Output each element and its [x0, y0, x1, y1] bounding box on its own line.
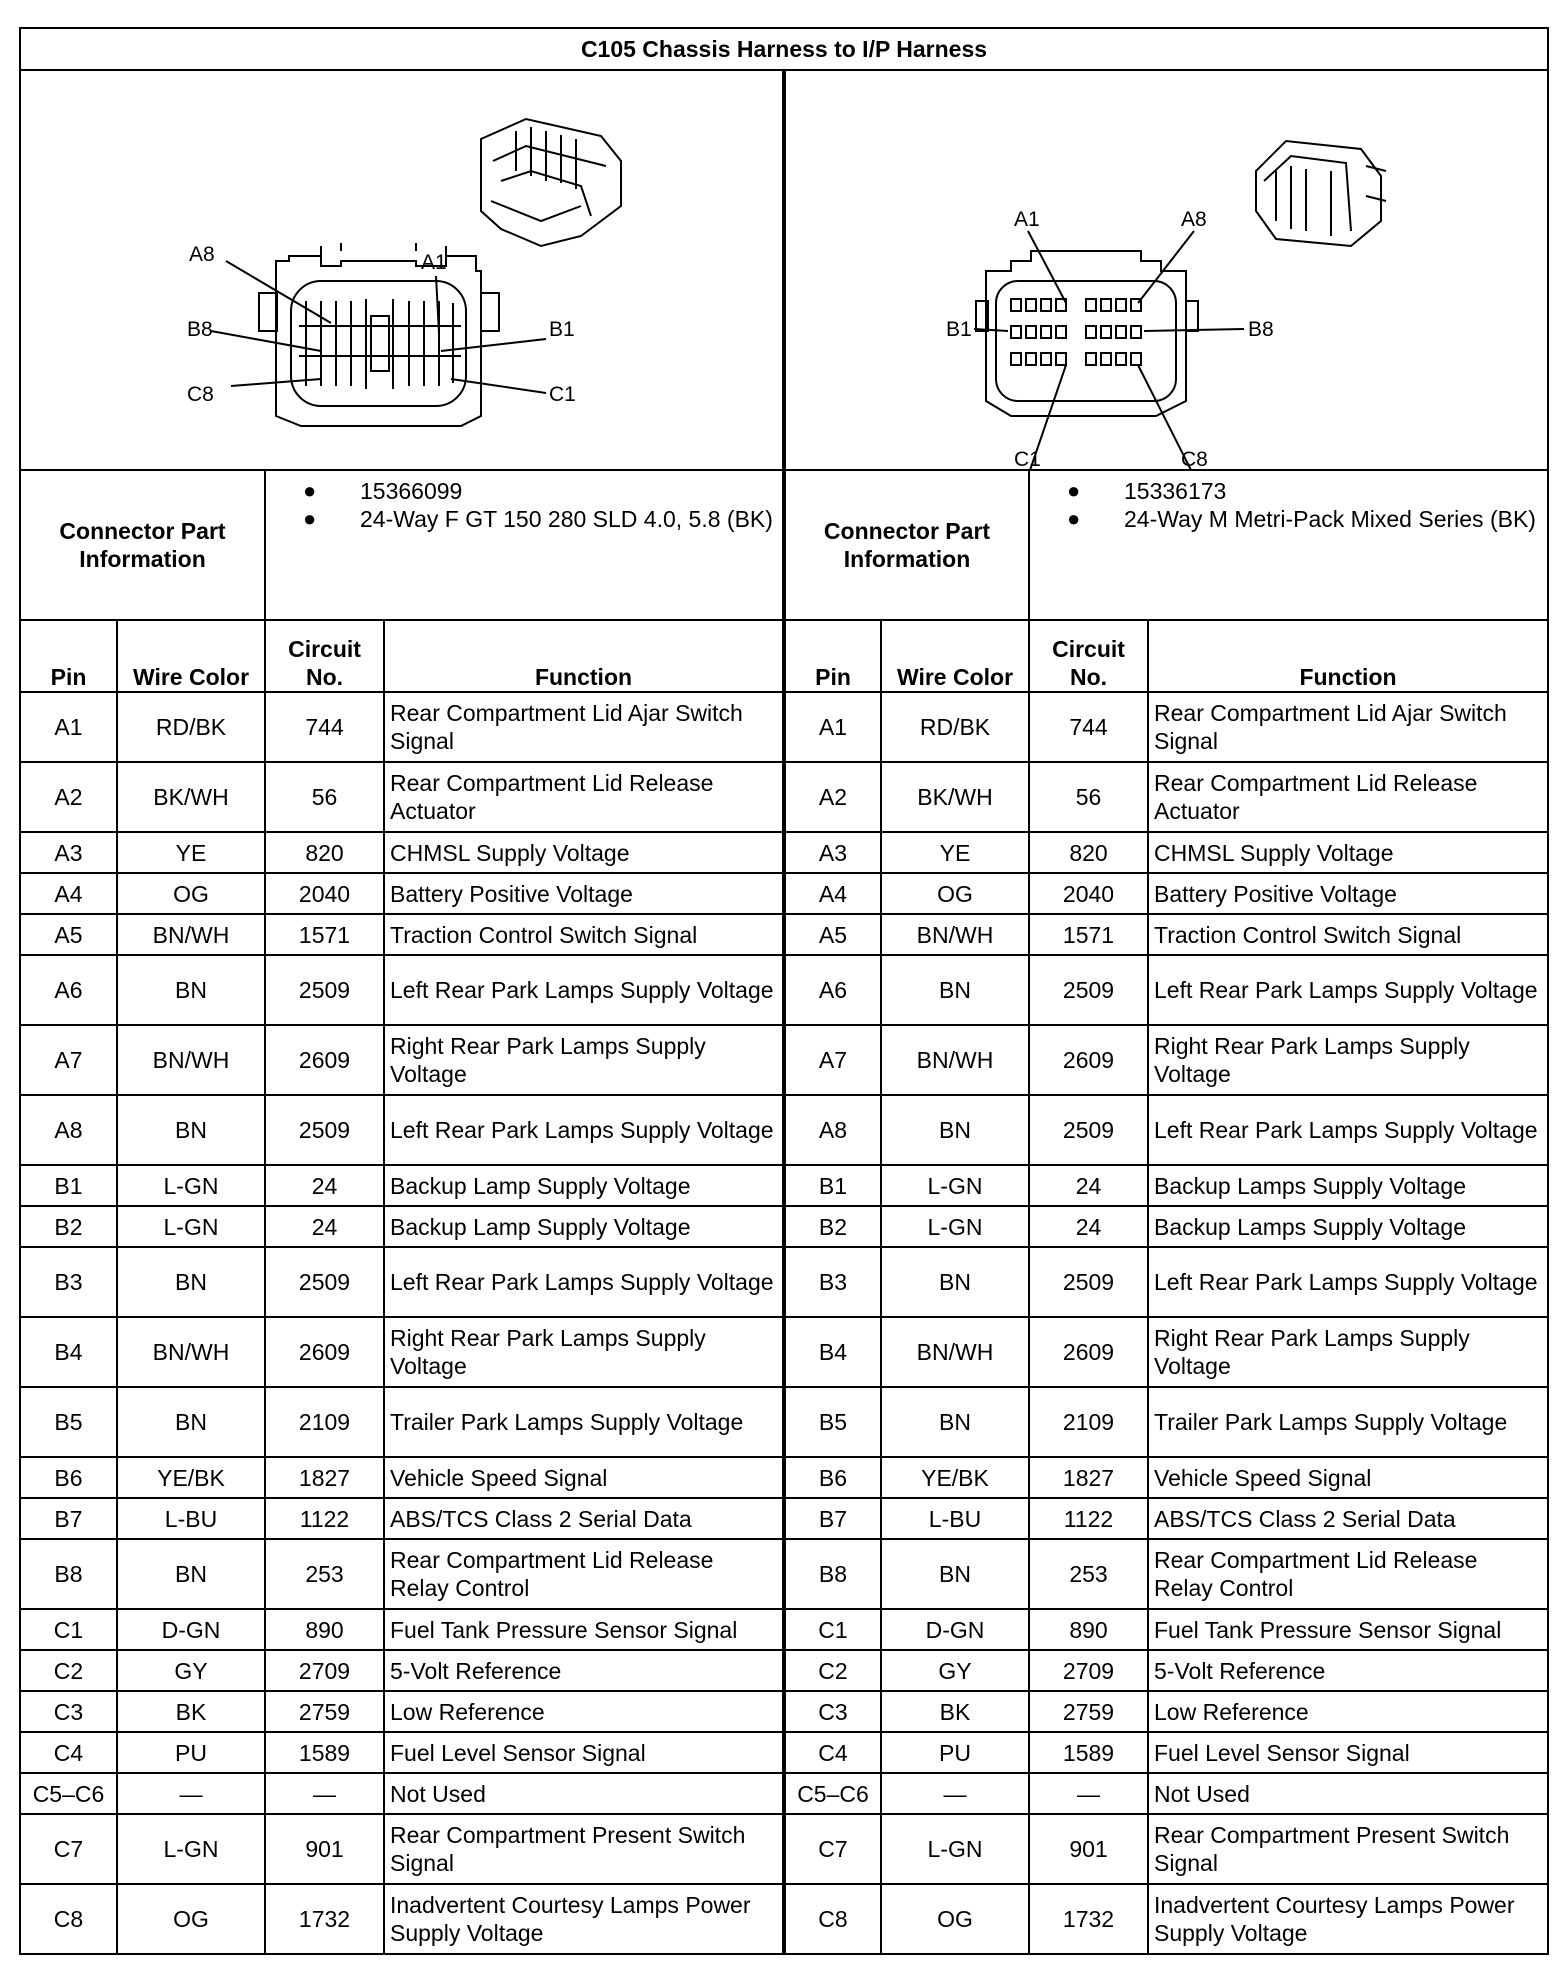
female-label-b1: B1	[549, 318, 575, 341]
wire-color-cell: BK	[881, 1691, 1029, 1732]
pin-cell: A3	[784, 832, 881, 873]
pin-cell: A8	[20, 1095, 117, 1165]
wire-color-cell: YE	[117, 832, 265, 873]
circuit-cell: 890	[265, 1609, 384, 1650]
table-row	[20, 1095, 1548, 1165]
wire-color-cell: PU	[881, 1732, 1029, 1773]
circuit-cell: 2109	[1029, 1387, 1148, 1457]
function-cell: Rear Compartment Present Switch Signal	[1148, 1814, 1548, 1884]
circuit-cell: 901	[265, 1814, 384, 1884]
pin-cell: B1	[20, 1165, 117, 1206]
circuit-cell: 2709	[265, 1650, 384, 1691]
header-wire-color-right: Wire Color	[881, 620, 1029, 692]
wire-color-cell: BN	[881, 1095, 1029, 1165]
circuit-cell: 24	[265, 1165, 384, 1206]
function-cell: Backup Lamps Supply Voltage	[1148, 1165, 1548, 1206]
circuit-cell: 2509	[1029, 955, 1148, 1025]
pin-cell: A6	[20, 955, 117, 1025]
page-title: C105 Chassis Harness to I/P Harness	[20, 28, 1548, 70]
bullet-icon: ●	[303, 478, 317, 503]
wire-color-cell: BN/WH	[117, 914, 265, 955]
male-connector-face-icon	[976, 251, 1198, 416]
pin-cell: A1	[20, 692, 117, 762]
pin-cell: B8	[20, 1539, 117, 1609]
wire-color-cell: GY	[881, 1650, 1029, 1691]
male-label-a1: A1	[1014, 208, 1040, 231]
circuit-cell: 1589	[265, 1732, 384, 1773]
circuit-cell: 253	[265, 1539, 384, 1609]
function-cell: CHMSL Supply Voltage	[1148, 832, 1548, 873]
wire-color-cell: BN	[117, 1095, 265, 1165]
wire-color-cell: L-BU	[117, 1498, 265, 1539]
header-wire-color-left: Wire Color	[117, 620, 265, 692]
wire-color-cell: L-GN	[117, 1814, 265, 1884]
circuit-cell: 56	[1029, 762, 1148, 832]
female-connector-diagram	[21, 71, 783, 469]
function-cell: Left Rear Park Lamps Supply Voltage	[1148, 1247, 1548, 1317]
circuit-cell: 2040	[265, 873, 384, 914]
circuit-cell: 1827	[265, 1457, 384, 1498]
function-cell: Vehicle Speed Signal	[1148, 1457, 1548, 1498]
circuit-cell: 820	[1029, 832, 1148, 873]
pin-cell: C7	[784, 1814, 881, 1884]
pin-cell: A6	[784, 955, 881, 1025]
circuit-cell: 1732	[265, 1884, 384, 1954]
function-cell: Rear Compartment Lid Release Relay Control	[384, 1539, 784, 1609]
function-cell: Rear Compartment Present Switch Signal	[384, 1814, 784, 1884]
function-cell: Left Rear Park Lamps Supply Voltage	[384, 1247, 784, 1317]
circuit-cell: 2609	[265, 1317, 384, 1387]
pin-cell: B1	[784, 1165, 881, 1206]
table-row	[20, 1206, 1548, 1247]
pin-cell: A7	[784, 1025, 881, 1095]
circuit-cell: 1122	[1029, 1498, 1148, 1539]
pin-cell: C7	[20, 1814, 117, 1884]
wire-color-cell: BN/WH	[881, 914, 1029, 955]
function-cell: Low Reference	[384, 1691, 784, 1732]
pin-cell: C3	[784, 1691, 881, 1732]
pin-cell: B8	[784, 1539, 881, 1609]
circuit-cell: 744	[1029, 692, 1148, 762]
wire-color-cell: BN/WH	[881, 1317, 1029, 1387]
wire-color-cell: BK	[117, 1691, 265, 1732]
table-row	[20, 1884, 1548, 1954]
pin-cell: C1	[20, 1609, 117, 1650]
circuit-cell: 2609	[265, 1025, 384, 1095]
table-row	[20, 955, 1548, 1025]
pin-cell: A2	[20, 762, 117, 832]
table-row	[20, 762, 1548, 832]
wire-color-cell: PU	[117, 1732, 265, 1773]
pin-cell: A4	[20, 873, 117, 914]
pin-cell: C8	[20, 1884, 117, 1954]
function-cell: Battery Positive Voltage	[1148, 873, 1548, 914]
pin-cell: A8	[784, 1095, 881, 1165]
bullet-icon: ●	[1067, 506, 1081, 531]
header-circuit-right: Circuit No.	[1029, 620, 1148, 692]
table-row	[20, 1498, 1548, 1539]
circuit-cell: 901	[1029, 1814, 1148, 1884]
pin-cell: B6	[20, 1457, 117, 1498]
female-label-c1: C1	[549, 383, 576, 406]
circuit-cell: 2509	[1029, 1095, 1148, 1165]
circuit-cell: 24	[265, 1206, 384, 1247]
table-row	[20, 1609, 1548, 1650]
wire-color-cell: OG	[881, 873, 1029, 914]
wire-color-cell: BN	[117, 1387, 265, 1457]
pin-cell: C5–C6	[20, 1773, 117, 1814]
bullet-icon: ●	[1067, 478, 1081, 503]
circuit-cell: 1827	[1029, 1457, 1148, 1498]
part-info-item: ● 24-Way M Metri-Pack Mixed Series (BK)	[1067, 506, 1536, 532]
wire-color-cell: L-GN	[117, 1206, 265, 1247]
wire-color-cell: BN	[117, 1247, 265, 1317]
function-cell: Fuel Level Sensor Signal	[384, 1732, 784, 1773]
circuit-cell: 56	[265, 762, 384, 832]
connector-part-info-left	[265, 470, 784, 620]
function-cell: Trailer Park Lamps Supply Voltage	[1148, 1387, 1548, 1457]
wire-color-cell: BN	[881, 955, 1029, 1025]
connector-sheet	[19, 27, 1547, 1970]
function-cell: Rear Compartment Lid Ajar Switch Signal	[1148, 692, 1548, 762]
wire-color-cell: BK/WH	[881, 762, 1029, 832]
female-label-a1: A1	[421, 251, 447, 274]
function-cell: Rear Compartment Lid Release Actuator	[1148, 762, 1548, 832]
wire-color-cell: L-GN	[117, 1165, 265, 1206]
function-cell: Fuel Level Sensor Signal	[1148, 1732, 1548, 1773]
part-info-item: ● 15336173	[1067, 478, 1227, 504]
circuit-cell: 24	[1029, 1206, 1148, 1247]
part-info-item: ● 15366099	[303, 478, 463, 504]
table-row	[20, 1650, 1548, 1691]
wire-color-cell: OG	[881, 1884, 1029, 1954]
table-row	[20, 1691, 1548, 1732]
table-row	[20, 832, 1548, 873]
wire-color-cell: RD/BK	[117, 692, 265, 762]
table-row	[20, 1025, 1548, 1095]
wire-color-cell: OG	[117, 873, 265, 914]
function-cell: Backup Lamp Supply Voltage	[384, 1206, 784, 1247]
circuit-cell: 2509	[1029, 1247, 1148, 1317]
circuit-cell: 2509	[265, 955, 384, 1025]
female-label-c8: C8	[187, 383, 214, 406]
function-cell: Inadvertent Courtesy Lamps Power Supply Voltage	[384, 1884, 784, 1954]
circuit-cell: 744	[265, 692, 384, 762]
wire-color-cell: BN	[881, 1387, 1029, 1457]
wire-color-cell: —	[881, 1773, 1029, 1814]
function-cell: Right Rear Park Lamps Supply Voltage	[1148, 1317, 1548, 1387]
wire-color-cell: BN/WH	[117, 1317, 265, 1387]
table-row	[20, 1387, 1548, 1457]
table-row	[20, 1814, 1548, 1884]
function-cell: Battery Positive Voltage	[384, 873, 784, 914]
header-function-left: Function	[384, 620, 784, 692]
wire-color-cell: D-GN	[117, 1609, 265, 1650]
female-connector-diagram-cell	[20, 70, 784, 470]
pin-cell: A7	[20, 1025, 117, 1095]
function-cell: 5-Volt Reference	[384, 1650, 784, 1691]
male-connector-iso-icon	[1256, 141, 1386, 246]
function-cell: 5-Volt Reference	[1148, 1650, 1548, 1691]
table-row	[20, 914, 1548, 955]
function-cell: Right Rear Park Lamps Supply Voltage	[384, 1025, 784, 1095]
female-connector-face-icon	[259, 243, 499, 426]
male-label-c1: C1	[1014, 448, 1041, 469]
function-cell: CHMSL Supply Voltage	[384, 832, 784, 873]
function-cell: Not Used	[384, 1773, 784, 1814]
circuit-cell: 820	[265, 832, 384, 873]
pin-cell: B5	[20, 1387, 117, 1457]
circuit-cell: 24	[1029, 1165, 1148, 1206]
wire-color-cell: D-GN	[881, 1609, 1029, 1650]
table-row	[20, 1317, 1548, 1387]
function-cell: Inadvertent Courtesy Lamps Power Supply Voltage	[1148, 1884, 1548, 1954]
function-cell: ABS/TCS Class 2 Serial Data	[1148, 1498, 1548, 1539]
pin-cell: C2	[20, 1650, 117, 1691]
function-cell: Traction Control Switch Signal	[384, 914, 784, 955]
circuit-cell: 1122	[265, 1498, 384, 1539]
pin-cell: A2	[784, 762, 881, 832]
male-label-b1: B1	[946, 318, 972, 341]
table-row	[20, 1247, 1548, 1317]
circuit-cell: 2759	[1029, 1691, 1148, 1732]
circuit-cell: 2509	[265, 1095, 384, 1165]
wire-color-cell: BN	[117, 955, 265, 1025]
circuit-cell: —	[1029, 1773, 1148, 1814]
pin-cell: A1	[784, 692, 881, 762]
pin-cell: B3	[784, 1247, 881, 1317]
wire-color-cell: BN/WH	[117, 1025, 265, 1095]
wire-color-cell: RD/BK	[881, 692, 1029, 762]
circuit-cell: 1571	[1029, 914, 1148, 955]
circuit-cell: 2609	[1029, 1317, 1148, 1387]
function-cell: Low Reference	[1148, 1691, 1548, 1732]
pin-cell: C4	[20, 1732, 117, 1773]
pin-cell: C2	[784, 1650, 881, 1691]
pin-cell: A4	[784, 873, 881, 914]
male-connector-diagram	[786, 71, 1548, 469]
function-cell: Fuel Tank Pressure Sensor Signal	[384, 1609, 784, 1650]
function-cell: Fuel Tank Pressure Sensor Signal	[1148, 1609, 1548, 1650]
table-row	[20, 692, 1548, 762]
pin-cell: B7	[20, 1498, 117, 1539]
pin-cell: B2	[784, 1206, 881, 1247]
pin-cell: B5	[784, 1387, 881, 1457]
function-cell: Trailer Park Lamps Supply Voltage	[384, 1387, 784, 1457]
wire-color-cell: —	[117, 1773, 265, 1814]
male-label-b8: B8	[1248, 318, 1274, 341]
wire-color-cell: L-GN	[881, 1814, 1029, 1884]
pin-cell: C8	[784, 1884, 881, 1954]
wire-color-cell: OG	[117, 1884, 265, 1954]
pin-rows	[20, 692, 1548, 1954]
pin-cell: A5	[20, 914, 117, 955]
function-cell: Rear Compartment Lid Ajar Switch Signal	[384, 692, 784, 762]
pin-cell: B3	[20, 1247, 117, 1317]
female-connector-iso-icon	[481, 119, 621, 246]
connector-part-info-label-right: Connector Part Information	[784, 470, 1029, 620]
header-pin-right: Pin	[784, 620, 881, 692]
wire-color-cell: BN	[117, 1539, 265, 1609]
function-cell: Vehicle Speed Signal	[384, 1457, 784, 1498]
circuit-cell: 1589	[1029, 1732, 1148, 1773]
wire-color-cell: BN	[881, 1539, 1029, 1609]
pin-cell: C1	[784, 1609, 881, 1650]
function-cell: Backup Lamps Supply Voltage	[1148, 1206, 1548, 1247]
circuit-cell: 890	[1029, 1609, 1148, 1650]
circuit-cell: 253	[1029, 1539, 1148, 1609]
circuit-cell: 1571	[265, 914, 384, 955]
function-cell: Left Rear Park Lamps Supply Voltage	[384, 955, 784, 1025]
function-cell: ABS/TCS Class 2 Serial Data	[384, 1498, 784, 1539]
male-label-c8: C8	[1181, 448, 1208, 469]
pin-cell: C5–C6	[784, 1773, 881, 1814]
pin-cell: A3	[20, 832, 117, 873]
circuit-cell: 2109	[265, 1387, 384, 1457]
pin-cell: C3	[20, 1691, 117, 1732]
female-label-a8: A8	[189, 243, 215, 266]
wire-color-cell: GY	[117, 1650, 265, 1691]
female-label-b8: B8	[187, 318, 213, 341]
wire-color-cell: YE	[881, 832, 1029, 873]
function-cell: Left Rear Park Lamps Supply Voltage	[1148, 955, 1548, 1025]
header-function-right: Function	[1148, 620, 1548, 692]
table-row	[20, 1539, 1548, 1609]
function-cell: Left Rear Park Lamps Supply Voltage	[384, 1095, 784, 1165]
circuit-cell: 2609	[1029, 1025, 1148, 1095]
function-cell: Rear Compartment Lid Release Relay Control	[1148, 1539, 1548, 1609]
circuit-cell: 2759	[265, 1691, 384, 1732]
table-row	[20, 1773, 1548, 1814]
function-cell: Right Rear Park Lamps Supply Voltage	[1148, 1025, 1548, 1095]
table-row	[20, 1165, 1548, 1206]
wire-color-cell: YE/BK	[881, 1457, 1029, 1498]
wire-color-cell: L-GN	[881, 1165, 1029, 1206]
bullet-icon: ●	[303, 506, 317, 531]
pin-cell: B6	[784, 1457, 881, 1498]
function-cell: Backup Lamp Supply Voltage	[384, 1165, 784, 1206]
wire-color-cell: BN	[881, 1247, 1029, 1317]
circuit-cell: 2509	[265, 1247, 384, 1317]
connector-table	[19, 27, 1549, 1955]
table-row	[20, 1457, 1548, 1498]
table-row	[20, 1732, 1548, 1773]
header-pin-left: Pin	[20, 620, 117, 692]
function-cell: Not Used	[1148, 1773, 1548, 1814]
part-info-item: ● 24-Way F GT 150 280 SLD 4.0, 5.8 (BK)	[303, 506, 773, 532]
circuit-cell: 2040	[1029, 873, 1148, 914]
function-cell: Traction Control Switch Signal	[1148, 914, 1548, 955]
function-cell: Rear Compartment Lid Release Actuator	[384, 762, 784, 832]
pin-cell: C4	[784, 1732, 881, 1773]
pin-cell: A5	[784, 914, 881, 955]
circuit-cell: —	[265, 1773, 384, 1814]
circuit-cell: 1732	[1029, 1884, 1148, 1954]
pin-cell: B7	[784, 1498, 881, 1539]
function-cell: Right Rear Park Lamps Supply Voltage	[384, 1317, 784, 1387]
connector-part-info-label-left: Connector Part Information	[20, 470, 265, 620]
header-circuit-left: Circuit No.	[265, 620, 384, 692]
function-cell: Left Rear Park Lamps Supply Voltage	[1148, 1095, 1548, 1165]
connector-part-info-right	[1029, 470, 1548, 620]
wire-color-cell: L-GN	[881, 1206, 1029, 1247]
wire-color-cell: L-BU	[881, 1498, 1029, 1539]
wire-color-cell: BN/WH	[881, 1025, 1029, 1095]
wire-color-cell: BK/WH	[117, 762, 265, 832]
pin-cell: B4	[20, 1317, 117, 1387]
circuit-cell: 2709	[1029, 1650, 1148, 1691]
pin-cell: B2	[20, 1206, 117, 1247]
pin-cell: B4	[784, 1317, 881, 1387]
wire-color-cell: YE/BK	[117, 1457, 265, 1498]
male-connector-diagram-cell	[784, 70, 1548, 470]
table-row	[20, 873, 1548, 914]
male-label-a8: A8	[1181, 208, 1207, 231]
